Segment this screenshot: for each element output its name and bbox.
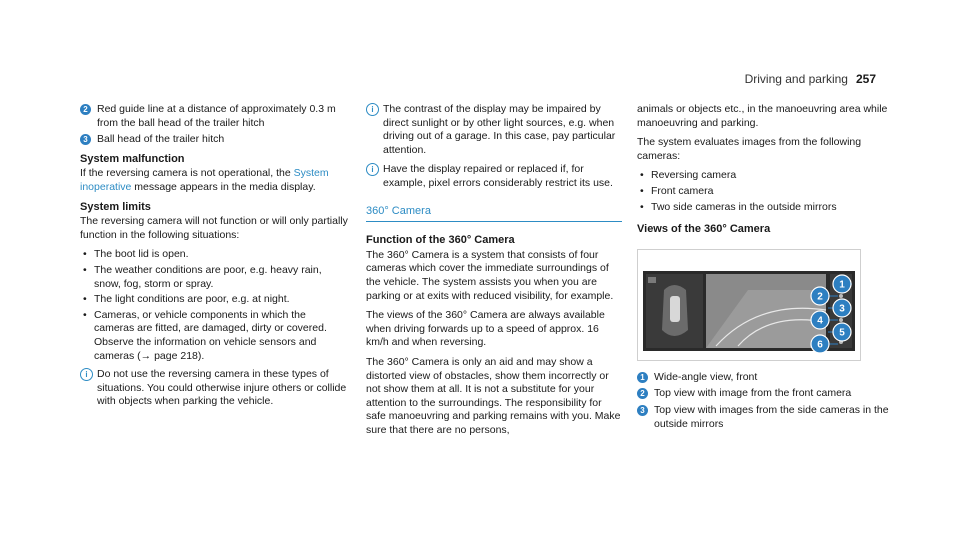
column-2: [366, 103, 622, 443]
paragraph: The system evaluates images from the following cameras:: [637, 136, 862, 162]
heading-system-limits: System limits: [80, 200, 151, 213]
paragraph: The views of the 360° Camera are always available when driving forwards up to a speed of approx. 16 km/h and when reversing.: [366, 309, 605, 349]
column-1: [80, 103, 348, 415]
heading-function: Function of the 360° Camera: [366, 234, 515, 247]
running-header: [745, 72, 876, 86]
car-top-view: [670, 296, 680, 322]
heading-views: Views of the 360° Camera: [637, 223, 771, 236]
menu-icon: [648, 277, 656, 283]
legend-item-1: [637, 371, 891, 385]
note-text: The contrast of the display may be impaired by direct sunlight or by other light sources, e.g. when driving out of a garage. In this case, pay particular attention.: [383, 103, 616, 156]
list-item: • Two side cameras in the outside mirrors: [637, 201, 891, 215]
paragraph: The 360° Camera is only an aid and may show a distorted view of obstacles, show them incorrectly or not show them at all. It is not a substitute for your attention to the surroundings. The responsibility for safe manoeuvring and parking remains with you. Make sure that there are no persons,: [366, 355, 621, 436]
legend-item-3: [80, 133, 348, 147]
note: [366, 163, 622, 190]
heading-system-malfunction: System malfunction: [80, 152, 185, 165]
legend-text: Top view with images from the side cameras in the outside mirrors: [654, 403, 889, 430]
list-item: • Reversing camera: [637, 169, 891, 183]
note-text: Have the display repaired or replaced if, for example, pixel errors considerably restrict its use.: [383, 163, 613, 189]
callout-label: 6: [817, 339, 823, 351]
callout-badge: 1: [637, 372, 648, 383]
camera-screen-illustration: [638, 250, 860, 360]
legend-item-2: [80, 103, 348, 130]
legend-text: Red guide line at a distance of approximately 0.3 m from the ball head of the trailer hitch: [97, 103, 336, 129]
info-icon: i: [366, 163, 379, 176]
note-text: Do not use the reversing camera in these types of situations. You could otherwise injure others or collide with objects when parking the vehicle.: [97, 368, 347, 408]
paragraph: animals or objects etc., in the manoeuvring area while manoeuvring and parking.: [637, 103, 888, 129]
note: [366, 103, 622, 157]
section-title-360-camera: 360° Camera: [366, 205, 622, 223]
legend-item-2: [637, 387, 891, 401]
column-3: [637, 103, 891, 434]
callout-label: 2: [817, 291, 823, 303]
legend-item-3: [637, 404, 891, 431]
info-icon: i: [80, 368, 93, 381]
list-item: • Front camera: [637, 185, 891, 199]
system-inoperative-message: System inoperative: [80, 167, 329, 193]
section-name: Driving and parking: [744, 72, 848, 86]
callout-label: 3: [839, 303, 845, 315]
text-run: If the reversing camera is not operational, the: [80, 167, 294, 180]
legend-text: Top view with image from the front camera: [654, 387, 852, 400]
list-item: • Cameras, or vehicle components in which the cameras are fitted, are damaged, dirty or covered. Observe the information on vehicle sensors and cameras (→ page 218).: [80, 309, 348, 363]
legend-text: Wide-angle view, front: [654, 370, 758, 383]
list-item: • The weather conditions are poor, e.g. heavy rain, snow, fog, storm or spray.: [80, 264, 348, 291]
list-item: • The boot lid is open.: [80, 248, 348, 262]
page-number: 257: [855, 72, 876, 86]
camera-list: [637, 169, 891, 214]
callout-label: 4: [817, 315, 823, 327]
limits-list: [80, 248, 348, 363]
text-run: message appears in the media display.: [131, 180, 316, 193]
legend-text: Ball head of the trailer hitch: [97, 133, 225, 146]
paragraph: The 360° Camera is a system that consists of four cameras which cover the immediate surroundings of the vehicle. The system assists you when you are parking or at exits with reduced visibility, for example.: [366, 248, 614, 302]
list-item: • The light conditions are poor, e.g. at night.: [80, 293, 348, 307]
callout-badge: 3: [637, 405, 648, 416]
malfunction-paragraph: [80, 167, 348, 194]
limits-intro: The reversing camera will not function or will only partially function in the following situations:: [80, 215, 348, 241]
callout-badge: 2: [637, 388, 648, 399]
note: [80, 368, 348, 409]
info-icon: i: [366, 103, 379, 116]
callout-label: 5: [839, 327, 845, 339]
callout-label: 1: [839, 279, 845, 291]
callout-badge: 3: [80, 134, 91, 145]
camera-screen-figure: [637, 249, 861, 361]
callout-badge: 2: [80, 104, 91, 115]
